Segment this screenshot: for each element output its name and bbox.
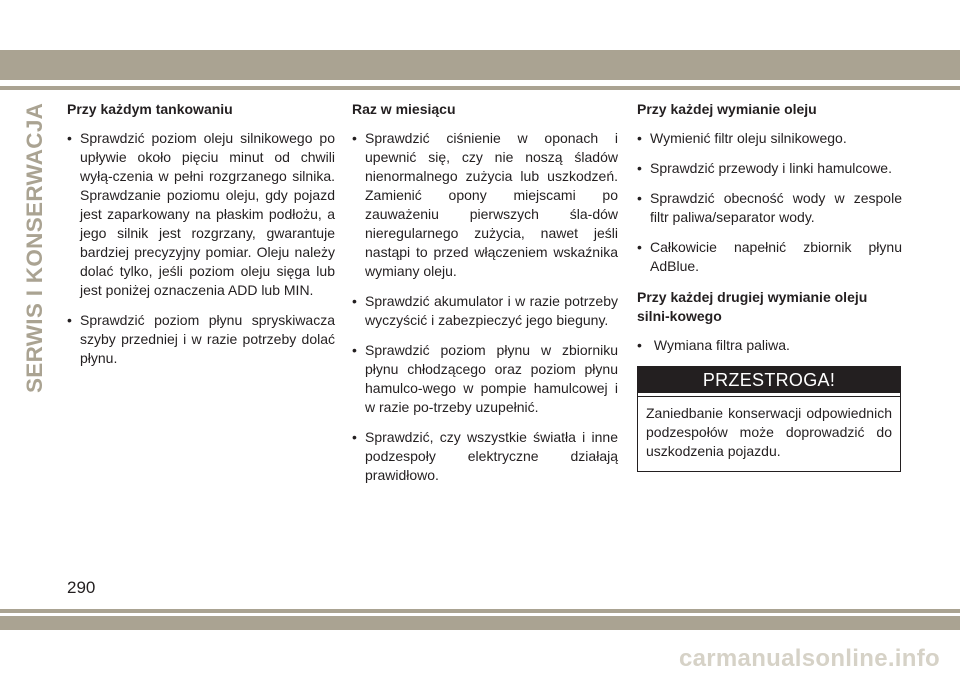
page-number: 290 xyxy=(67,578,96,597)
bullet-icon: • xyxy=(637,337,642,353)
list-item: • Sprawdzić obecność wody w zespole filtr paliwa/separator wody. xyxy=(637,190,902,225)
bullet-list xyxy=(67,129,335,368)
warning-text: Zaniedbanie konserwacji odpowiednich podzespołów może doprowadzić do uszkodzenia pojazdu. xyxy=(646,405,892,459)
list-item: • Sprawdzić poziom płynu spryskiwacza szyby przedniej i w razie potrzeby dolać płynu. xyxy=(67,312,335,366)
bullet-icon: • xyxy=(352,429,357,445)
warning-title: PRZESTROGA! xyxy=(638,367,900,396)
bullet-icon: • xyxy=(67,312,72,328)
bullet-icon: • xyxy=(637,239,642,255)
header-band xyxy=(0,50,960,80)
list-item: • Sprawdzić ciśnienie w oponach i upewnić się, czy nie noszą śladów nienormalnego zużycia lub uszkodzeń. Zamienić opony miejscami po zauważeniu pierwszych śla-dów nieregularnego zużycia, nawet jeśli nastąpi to przed włączeniem wskaźnika wymiany oleju. xyxy=(352,130,618,279)
footer-rule xyxy=(0,609,960,613)
bullet-icon: • xyxy=(637,130,642,146)
column-heading: Przy każdej wymianie oleju xyxy=(637,101,817,117)
bullet-icon: • xyxy=(637,160,642,176)
list-item: • Sprawdzić, czy wszystkie światła i inne podzespoły elektryczne działają prawidłowo. xyxy=(352,429,618,483)
bullet-icon: • xyxy=(352,342,357,358)
column-subheading: Przy każdej drugiej wymianie oleju silni-kowego xyxy=(637,289,868,324)
column-each-refuel xyxy=(67,100,335,379)
bullet-icon: • xyxy=(67,130,72,146)
column-monthly xyxy=(352,100,618,496)
list-item: • Wymiana filtra paliwa. xyxy=(637,337,790,353)
list-item: • Sprawdzić poziom płynu w zbiorniku płynu chłodzącego oraz poziom płynu hamulco-wego w pompie hamulcowej i w razie po-trzeby uzupełnić. xyxy=(352,342,618,415)
bullet-icon: • xyxy=(637,190,642,206)
bullet-list xyxy=(352,129,618,485)
column-heading: Raz w miesiącu xyxy=(352,101,456,117)
list-item: • Sprawdzić akumulator i w razie potrzeby wyczyścić i zabezpieczyć jego bieguny. xyxy=(352,293,618,328)
bullet-list xyxy=(637,336,902,355)
header-rule xyxy=(0,86,960,90)
bullet-icon: • xyxy=(352,130,357,146)
section-title-vertical: SERWIS I KONSERWACJA xyxy=(22,102,47,393)
bullet-icon: • xyxy=(352,293,357,309)
column-heading: Przy każdym tankowaniu xyxy=(67,101,233,117)
list-item: • Sprawdzić poziom oleju silnikowego po upływie około pięciu minut od chwili wyłą-czenia w pełni rozgrzanego silnika. Sprawdzanie poziomu oleju, gdy pojazd jest zaparkowany na płaskim podłożu, a jego silnik jest rozgrzany, gwarantuje bardziej precyzyjny pomiar. Oleju należy dolać tylko, jeśli poziom oleju sięga lub jest poniżej oznaczenia ADD lub MIN. xyxy=(67,130,335,298)
footer-band xyxy=(0,616,960,630)
column-each-oil-change xyxy=(637,100,902,472)
watermark: carmanualsonline.info xyxy=(678,645,940,672)
list-item: • Całkowicie napełnić zbiornik płynu AdBlue. xyxy=(637,239,902,274)
list-item: • Wymienić filtr oleju silnikowego. xyxy=(637,130,847,146)
bullet-list xyxy=(637,129,902,276)
warning-box xyxy=(637,366,901,472)
list-item: • Sprawdzić przewody i linki hamulcowe. xyxy=(637,160,892,176)
